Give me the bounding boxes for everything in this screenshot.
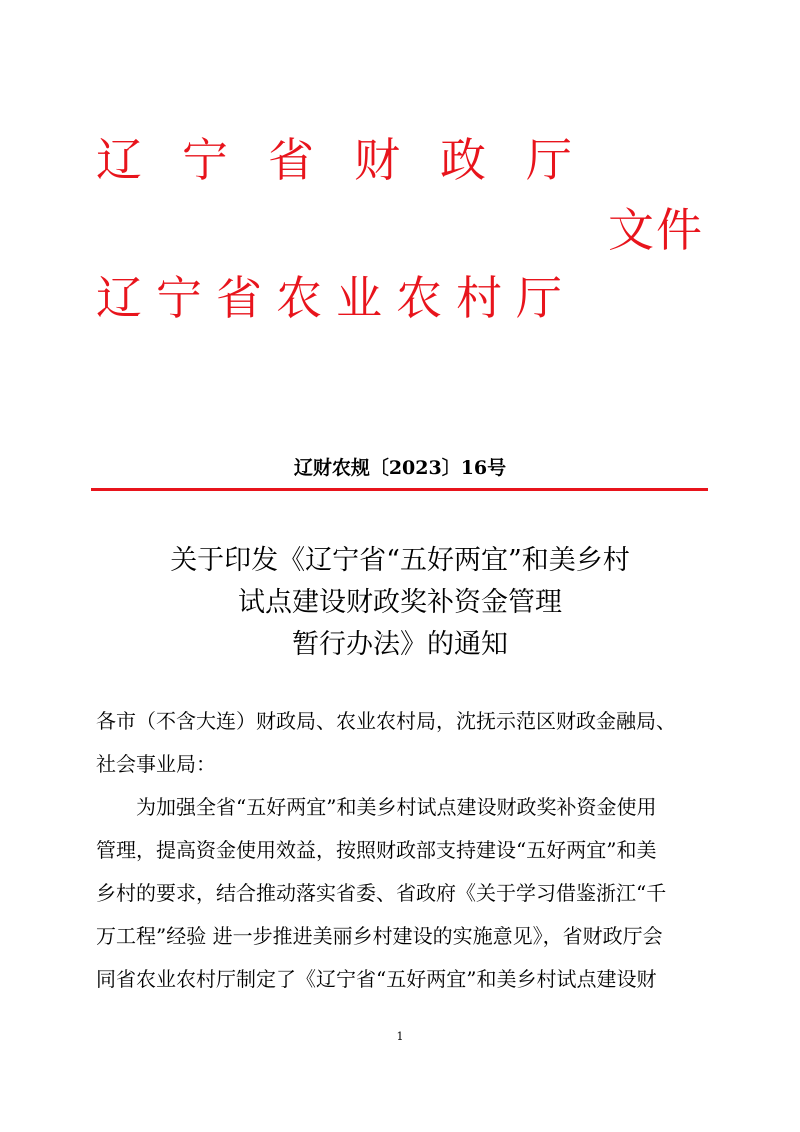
document-header-word: 文件 — [608, 203, 704, 257]
title-line-3: 暂行办法》的通知 — [292, 629, 508, 660]
title-line-1: 关于印发《辽宁省“五好两宜”和美乡村 — [170, 545, 630, 576]
document-number: 辽财农规〔2023〕16号 — [293, 457, 507, 479]
body-line-3: 乡村的要求，结合推动落实省委、省政府《关于学习借鉴浙江“千 — [96, 881, 667, 905]
recipients-line-2: 社会事业局： — [96, 752, 216, 776]
body-paragraph — [96, 786, 716, 1001]
body-line-5: 同省农业农村厅制定了《辽宁省“五好两宜”和美乡村试点建设财 — [96, 967, 657, 991]
issuer-line-agriculture-department: 辽宁省农业农村厅 — [96, 271, 576, 325]
red-divider-line — [91, 488, 708, 491]
body-line-4: 万工程”经验 进一步推进美丽乡村建设的实施意见》，省财政厅会 — [96, 924, 663, 948]
document-title — [0, 540, 800, 666]
body-line-2: 管理，提高资金使用效益，按照财政部支持建设“五好两宜”和美 — [96, 838, 657, 862]
issuer-line-finance-department: 辽宁省财政厅 — [96, 133, 612, 187]
body-line-1: 为加强全省“五好两宜”和美乡村试点建设财政奖补资金使用 — [136, 795, 657, 819]
recipients-block — [96, 700, 716, 786]
page-number: 1 — [396, 1030, 404, 1043]
title-line-2: 试点建设财政奖补资金管理 — [238, 587, 562, 618]
recipients-line-1: 各市（不含大连）财政局、农业农村局，沈抚示范区财政金融局、 — [96, 709, 676, 733]
